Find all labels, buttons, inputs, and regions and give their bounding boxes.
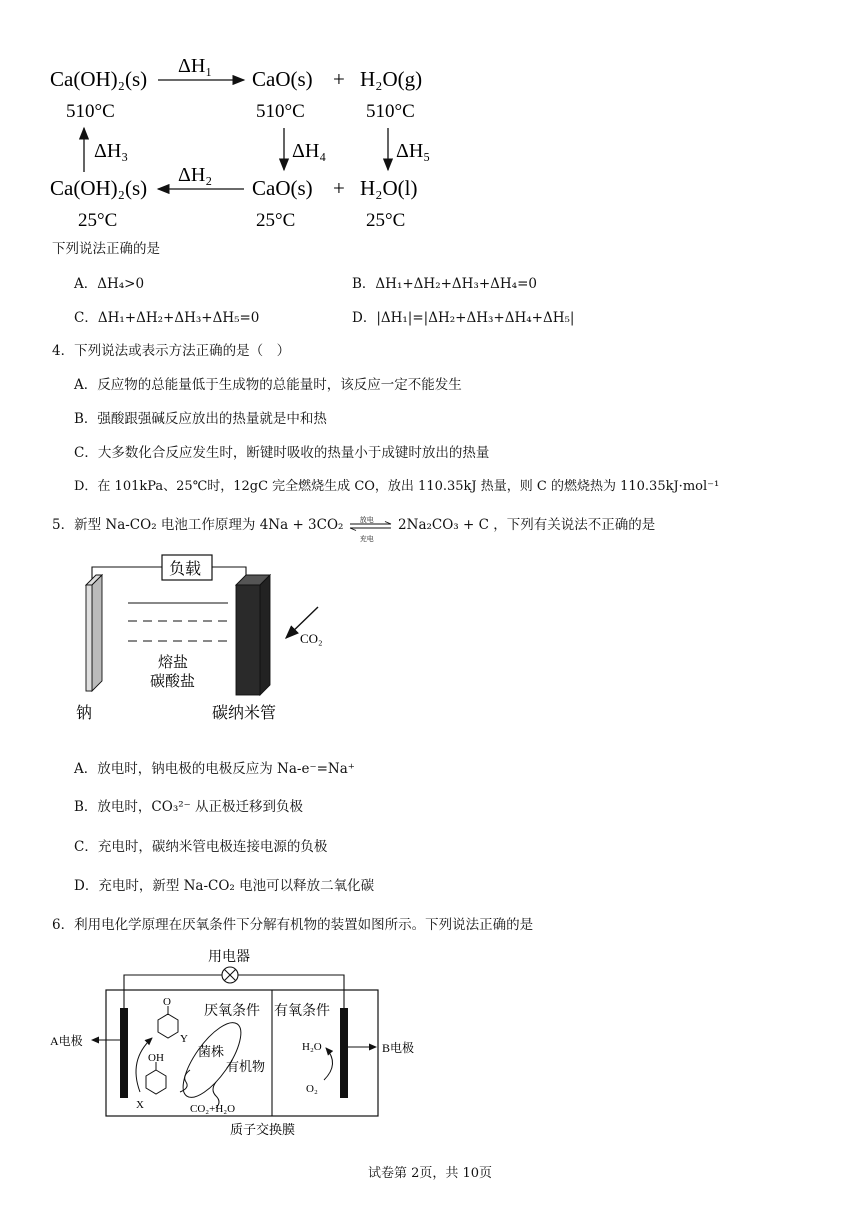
q5-stem-pre: 5．新型 Na-CO₂ 电池工作原理为 <box>52 517 256 533</box>
nanotube-label: 碳纳米管 <box>212 705 277 722</box>
q5-eq-right: 2Na₂CO₃ + C <box>398 517 489 533</box>
microbial-cell-svg <box>40 942 440 1142</box>
q5-eq-top: 放电 <box>359 515 374 524</box>
dh3-label: ΔH₃ <box>94 140 129 162</box>
q3-option-b: B．ΔH₁+ΔH₂+ΔH₃+ΔH₄=0 <box>352 276 537 292</box>
appliance-label: 用电器 <box>208 950 250 965</box>
q3-option-c: C．ΔH₁+ΔH₂+ΔH₃+ΔH₅=0 <box>74 310 260 326</box>
ketone-o: O <box>163 996 171 1008</box>
bottom-left-temp: 25°C <box>78 210 118 231</box>
organic-label: 有机物 <box>226 1059 266 1074</box>
bottom-plus: + <box>333 176 345 200</box>
q6-stem: 6．利用电化学原理在厌氧条件下分解有机物的装置如图所示。下列说法正确的是 <box>52 917 534 933</box>
q3-option-a: A．ΔH₄>0 <box>74 276 145 292</box>
q4-stem: 4．下列说法或表示方法正确的是（ ） <box>52 343 291 359</box>
b-electrode-label: B电极 <box>382 1041 415 1055</box>
dh5-label: ΔH₅ <box>396 140 431 162</box>
top-left-species: Ca(OH)₂(s) <box>50 67 148 91</box>
products-label: CO₂+H₂O <box>190 1103 236 1115</box>
q5-eq-bottom: 充电 <box>359 534 374 543</box>
page-footer: 试卷第 2页，共 10页 <box>367 1166 493 1181</box>
dh1-label: ΔH₁ <box>178 55 213 77</box>
q4-option-a: A．反应物的总能量低于生成物的总能量时，该反应一定不能发生 <box>74 377 462 393</box>
bottom-right-temp: 25°C <box>366 210 406 231</box>
q5-option-c: C．充电时，碳纳米管电极连接电源的负极 <box>74 839 328 855</box>
q5-equation <box>259 515 489 543</box>
q3-option-d: D．|ΔH₁|=|ΔH₂+ΔH₃+ΔH₄+ΔH₅| <box>352 310 575 326</box>
membrane-label: 质子交换膜 <box>230 1122 296 1137</box>
q4-option-d: D．在 101kPa、25℃时，12gC 完全燃烧生成 CO，放出 110.35kJ 热量，则 C 的燃烧热为 110.35kJ·mol⁻¹ <box>74 479 720 494</box>
electrolyte-label-2: 碳酸盐 <box>150 674 196 690</box>
carbon-nanotube-electrode <box>236 585 260 695</box>
electrolyte-label-1: 熔盐 <box>158 655 189 671</box>
load-label: 负载 <box>169 561 202 578</box>
water-label: H₂O <box>302 1041 322 1053</box>
q5-stem <box>52 515 656 543</box>
bottom-mid-temp: 25°C <box>256 210 296 231</box>
q5-eq-arrows <box>348 515 394 543</box>
battery-figure <box>60 545 360 725</box>
battery-svg <box>60 545 360 725</box>
top-mid-species: CaO(s) <box>252 67 313 91</box>
thermo-cycle-svg <box>0 0 860 240</box>
q5-option-d: D．充电时，新型 Na-CO₂ 电池可以释放二氧化碳 <box>74 878 375 894</box>
microbial-cell-figure <box>40 942 440 1142</box>
bottom-left-species: Ca(OH)₂(s) <box>50 176 148 200</box>
top-mid-temp: 510°C <box>256 101 305 122</box>
q5-option-b: B．放电时，CO₃²⁻ 从正极迁移到负极 <box>74 799 304 815</box>
q5-option-a: A．放电时，钠电极的电极反应为 Na-e⁻=Na⁺ <box>74 761 355 777</box>
top-right-species: H₂O(g) <box>360 67 423 91</box>
y-label: Y <box>180 1033 188 1045</box>
b-electrode <box>340 1008 348 1098</box>
top-right-temp: 510°C <box>366 101 415 122</box>
sodium-label: 钠 <box>76 705 93 722</box>
anaerobic-label: 厌氧条件 <box>204 1004 260 1019</box>
a-electrode <box>120 1008 128 1098</box>
dh4-label: ΔH₄ <box>292 140 327 162</box>
q4-option-c: C．大多数化合反应发生时，断键时吸收的热量小于成键时放出的热量 <box>74 445 490 461</box>
top-left-temp: 510°C <box>66 101 115 122</box>
q3-stem: 下列说法正确的是 <box>52 241 160 257</box>
a-electrode-label: A电极 <box>50 1034 83 1048</box>
aerobic-label: 有氧条件 <box>274 1004 330 1019</box>
hydroxyl-oh: OH <box>148 1052 164 1064</box>
strain-label: 菌株 <box>198 1044 225 1059</box>
q4-option-b: B．强酸跟强碱反应放出的热量就是中和热 <box>74 411 327 427</box>
q5-eq-left: 4Na + 3CO₂ <box>259 517 344 533</box>
bottom-mid-species: CaO(s) <box>252 176 313 200</box>
co2-label: CO₂ <box>300 631 323 646</box>
x-label: X <box>136 1099 144 1111</box>
bottom-right-species: H₂O(l) <box>360 176 418 200</box>
dh2-label: ΔH₂ <box>178 164 213 186</box>
top-plus: + <box>333 67 345 91</box>
thermo-cycle-figure <box>0 0 860 240</box>
q5-stem-post: ，下列有关说法不正确的是 <box>493 517 656 533</box>
oxygen-label: O₂ <box>306 1083 318 1095</box>
